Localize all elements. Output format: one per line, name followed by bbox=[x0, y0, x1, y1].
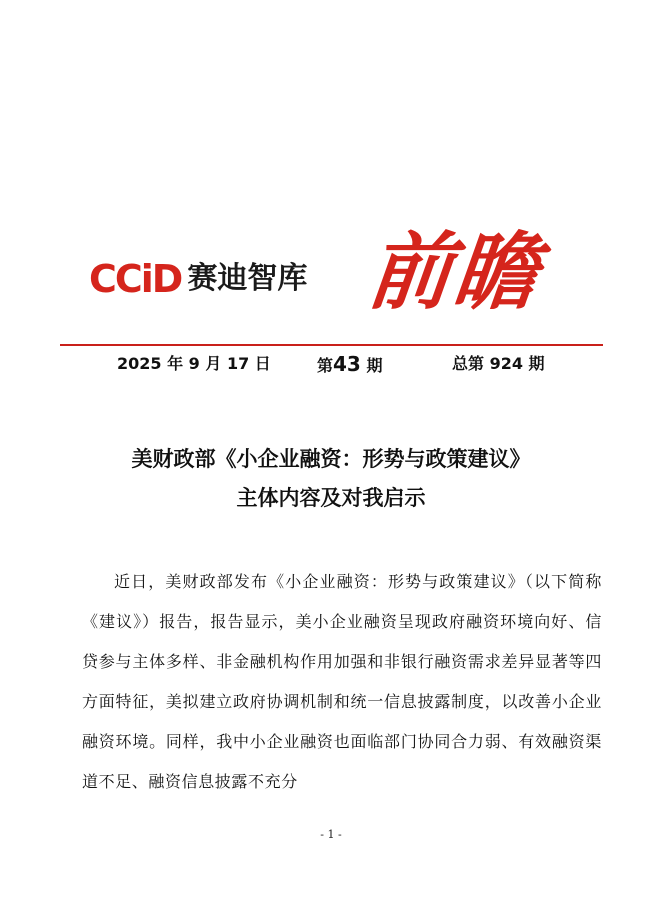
issue-total-number: 总第 924 期 bbox=[452, 354, 545, 373]
issue-number bbox=[317, 352, 382, 378]
issue-number-prefix: 第 bbox=[317, 356, 334, 375]
issue-number-value: 43 bbox=[333, 352, 361, 376]
body-paragraph: 近日，美财政部发布《小企业融资：形势与政策建议》（以下简称《建议》）报告，报告显示，美小企业融资呈现政府融资环境向好、信贷参与主体多样、非金融机构作用加强和非银行融资需求差异显著等四方面特征，美拟建立政府协调机制和统一信息披露制度，以改善小企业融资环境。同样，我中小企业融资也面临部门协同合力弱、有效融资渠道不足、融资信息披露不充分 bbox=[82, 572, 602, 791]
page-number: - 1 - bbox=[320, 828, 342, 841]
article-title-line-2: 主体内容及对我启示 bbox=[236, 486, 426, 510]
ccid-logo-name: 赛迪智库 bbox=[187, 261, 308, 296]
ccid-logo bbox=[89, 258, 307, 300]
article-body bbox=[82, 562, 602, 802]
issue-number-suffix: 期 bbox=[366, 356, 383, 375]
header-divider bbox=[60, 344, 603, 346]
brand-calligraphy-title: 前瞻 bbox=[362, 222, 546, 321]
issue-date: 2025 年 9 月 17 日 bbox=[117, 354, 271, 373]
ccid-logo-mark: CCiD bbox=[89, 257, 182, 301]
article-title-line-1: 美财政部《小企业融资：形势与政策建议》 bbox=[131, 447, 531, 471]
